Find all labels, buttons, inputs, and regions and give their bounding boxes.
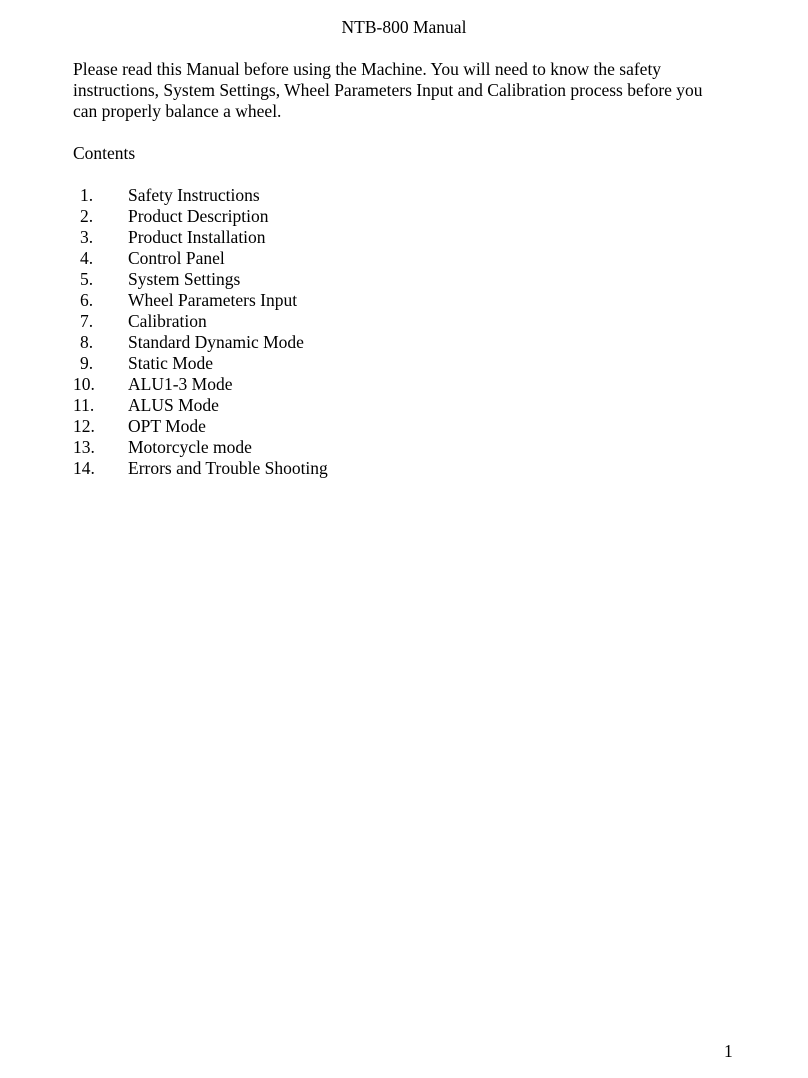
toc-item <box>73 332 328 353</box>
table-of-contents <box>73 185 328 479</box>
toc-item-number: 10. <box>73 374 95 394</box>
toc-item-label: Control Panel <box>128 248 225 268</box>
toc-item-label: Product Installation <box>128 227 266 247</box>
toc-item <box>73 311 328 332</box>
toc-item-number: 6. <box>80 290 94 310</box>
toc-item <box>73 227 328 248</box>
toc-item-number: 14. <box>73 458 95 478</box>
intro-line: can properly balance a wheel. <box>73 101 282 121</box>
toc-item-label: Errors and Trouble Shooting <box>128 458 328 478</box>
toc-item-label: Wheel Parameters Input <box>128 290 298 310</box>
toc-item-number: 5. <box>80 269 94 289</box>
toc-item-label: ALUS Mode <box>128 395 219 415</box>
toc-item <box>73 416 328 437</box>
toc-item-label: OPT Mode <box>128 416 206 436</box>
page-title: NTB-800 Manual <box>341 17 467 37</box>
toc-item-number: 2. <box>80 206 94 226</box>
toc-item-number: 11. <box>73 395 95 415</box>
toc-item-label: Calibration <box>128 311 207 331</box>
toc-item <box>73 248 328 269</box>
toc-item-label: Product Description <box>128 206 269 226</box>
toc-item-number: 1. <box>80 185 94 205</box>
toc-item-label: Static Mode <box>128 353 214 373</box>
intro-line: Please read this Manual before using the Machine. You will need to know the safety <box>73 59 662 79</box>
toc-item-number: 13. <box>73 437 95 457</box>
toc-item-number: 3. <box>80 227 94 247</box>
toc-item-number: 8. <box>80 332 94 352</box>
toc-item-label: Motorcycle mode <box>128 437 252 457</box>
toc-item <box>73 395 328 416</box>
toc-item-number: 7. <box>80 311 94 331</box>
toc-item <box>73 290 328 311</box>
toc-item-label: Standard Dynamic Mode <box>128 332 304 352</box>
toc-item-label: System Settings <box>128 269 241 289</box>
toc-item <box>73 353 328 374</box>
toc-item-label: Safety Instructions <box>128 185 260 205</box>
toc-item <box>73 269 328 290</box>
page-number: 1 <box>724 1041 733 1061</box>
intro-paragraph <box>73 59 753 122</box>
toc-item <box>73 185 328 206</box>
toc-item <box>73 374 328 395</box>
toc-item-number: 9. <box>80 353 94 373</box>
toc-item-number: 4. <box>80 248 94 268</box>
toc-item <box>73 458 328 479</box>
toc-item-number: 12. <box>73 416 95 436</box>
toc-item <box>73 206 328 227</box>
contents-heading: Contents <box>73 143 136 163</box>
intro-line: instructions, System Settings, Wheel Parameters Input and Calibration process before you <box>73 80 703 100</box>
toc-item <box>73 437 328 458</box>
toc-item-label: ALU1-3 Mode <box>128 374 233 394</box>
